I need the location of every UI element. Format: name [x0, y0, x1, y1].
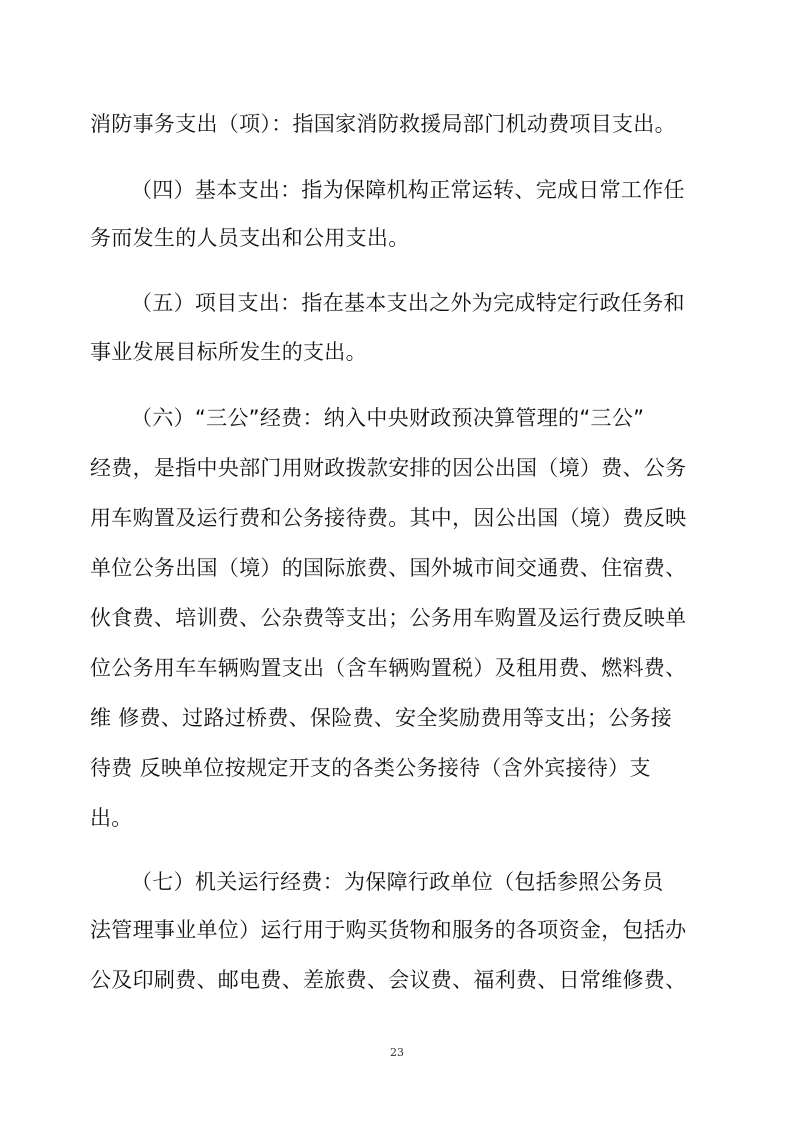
- text-line: 伙食费、培训费、公杂费等支出；公务用车购置及运行费反映单: [90, 606, 687, 630]
- page-number: 23: [390, 1046, 404, 1059]
- text-line: 出。: [90, 806, 133, 830]
- text-line: 事业发展目标所发生的支出。: [90, 340, 367, 364]
- text-line: （六）“三公”经费：纳入中央财政预决算管理的“三公”: [131, 406, 645, 430]
- text-line: 公及印刷费、邮电费、差旅费、会议费、福利费、日常维修费、: [90, 968, 687, 992]
- text-line: 单位公务出国（境）的国际旅费、国外城市间交通费、住宿费、: [90, 556, 687, 580]
- text-line: （四）基本支出：指为保障机构正常运转、完成日常工作任: [131, 178, 685, 202]
- text-line: 法管理事业单位）运行用于购买货物和服务的各项资金，包括办: [90, 918, 687, 942]
- text-line: （七）机关运行经费：为保障行政单位（包括参照公务员: [131, 870, 664, 894]
- text-line: （五）项目支出：指在基本支出之外为完成特定行政任务和: [131, 291, 685, 315]
- text-line: 位公务用车车辆购置支出（含车辆购置税）及租用费、燃料费、: [90, 656, 687, 680]
- text-line: 维 修费、过路过桥费、保险费、安全奖励费用等支出；公务接: [90, 706, 673, 730]
- text-line: 经费，是指中央部门用财政拨款安排的因公出国（境）费、公务: [90, 456, 687, 480]
- text-line: 务而发生的人员支出和公用支出。: [90, 226, 410, 250]
- text-line: 待费 反映单位按规定开支的各类公务接待（含外宾接待）支: [90, 756, 651, 780]
- text-line: 消防事务支出（项）：指国家消防救援局部门机动费项目支出。: [90, 112, 676, 136]
- text-line: 用车购置及运行费和公务接待费。其中，因公出国（境）费反映: [90, 506, 687, 530]
